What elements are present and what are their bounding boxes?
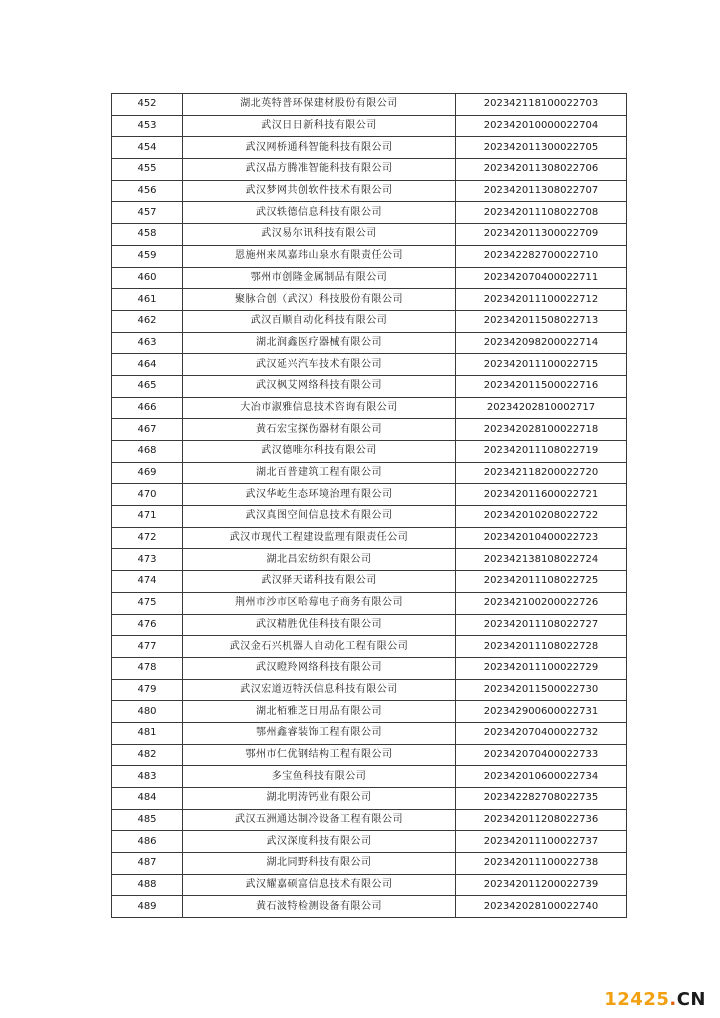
table-row [112, 159, 627, 181]
row-number: 462 [112, 310, 183, 332]
registration-code: 202342011308022707 [456, 180, 627, 202]
registration-code: 202342011100022737 [456, 831, 627, 853]
registration-code: 202342011208022736 [456, 809, 627, 831]
table-row [112, 592, 627, 614]
company-name: 湖北明涛钙业有限公司 [183, 788, 456, 810]
company-name: 恩施州来凤嘉玮山泉水有限责任公司 [183, 245, 456, 267]
company-name: 湖北昌宏纺织有限公司 [183, 549, 456, 571]
company-name: 武汉百顺自动化科技有限公司 [183, 310, 456, 332]
registration-code: 202342010400022723 [456, 527, 627, 549]
row-number: 486 [112, 831, 183, 853]
row-number: 467 [112, 419, 183, 441]
row-number: 468 [112, 441, 183, 463]
company-name: 武汉五洲通达制冷设备工程有限公司 [183, 809, 456, 831]
table-row [112, 614, 627, 636]
row-number: 466 [112, 397, 183, 419]
registration-code: 202342282700022710 [456, 245, 627, 267]
registration-code: 202342011300022709 [456, 224, 627, 246]
table-row [112, 462, 627, 484]
table-row [112, 267, 627, 289]
row-number: 479 [112, 679, 183, 701]
table-row [112, 441, 627, 463]
registration-code: 202342010000022704 [456, 115, 627, 137]
registration-code: 202342010600022734 [456, 766, 627, 788]
table-row [112, 657, 627, 679]
company-name: 武汉华屹生态环境治理有限公司 [183, 484, 456, 506]
table-body [112, 94, 627, 918]
table-row [112, 115, 627, 137]
company-name: 武汉枫艾网络科技有限公司 [183, 375, 456, 397]
row-number: 463 [112, 332, 183, 354]
registration-code: 202342028100022718 [456, 419, 627, 441]
row-number: 471 [112, 506, 183, 528]
registration-code: 202342011500022716 [456, 375, 627, 397]
row-number: 475 [112, 592, 183, 614]
company-name: 武汉真图空间信息技术有限公司 [183, 506, 456, 528]
row-number: 459 [112, 245, 183, 267]
company-name: 黄石宏宝探伤器材有限公司 [183, 419, 456, 441]
company-name: 武汉市现代工程建设监理有限责任公司 [183, 527, 456, 549]
company-name: 武汉精胜优佳科技有限公司 [183, 614, 456, 636]
company-name: 鄂州市创隆金属制品有限公司 [183, 267, 456, 289]
row-number: 485 [112, 809, 183, 831]
table-row [112, 484, 627, 506]
registration-code: 202342011108022728 [456, 636, 627, 658]
table-row [112, 788, 627, 810]
table-row [112, 375, 627, 397]
registration-code: 202342011100022738 [456, 853, 627, 875]
registration-code: 202342011500022730 [456, 679, 627, 701]
table-row [112, 722, 627, 744]
company-name: 黄石波特检测设备有限公司 [183, 896, 456, 918]
company-name: 武汉驿天诺科技有限公司 [183, 571, 456, 593]
registration-code: 202342070400022732 [456, 722, 627, 744]
row-number: 472 [112, 527, 183, 549]
table-row [112, 202, 627, 224]
registration-code: 202342118100022703 [456, 94, 627, 116]
table-row [112, 744, 627, 766]
company-name: 武汉日日新科技有限公司 [183, 115, 456, 137]
company-name: 武汉延兴汽车技术有限公司 [183, 354, 456, 376]
company-name: 聚脉合创（武汉）科技股份有限公司 [183, 289, 456, 311]
row-number: 455 [112, 159, 183, 181]
table-row [112, 397, 627, 419]
watermark-digits: 12425 [604, 989, 670, 1010]
row-number: 464 [112, 354, 183, 376]
company-name: 武汉深度科技有限公司 [183, 831, 456, 853]
company-name: 武汉晶方腾准智能科技有限公司 [183, 159, 456, 181]
table-row [112, 874, 627, 896]
table-row [112, 332, 627, 354]
row-number: 460 [112, 267, 183, 289]
registration-code: 202342070400022733 [456, 744, 627, 766]
table-row [112, 180, 627, 202]
company-name: 武汉金石兴机器人自动化工程有限公司 [183, 636, 456, 658]
table-row [112, 636, 627, 658]
table-row [112, 571, 627, 593]
table-row [112, 137, 627, 159]
row-number: 476 [112, 614, 183, 636]
watermark-dot: . [669, 989, 677, 1010]
row-number: 469 [112, 462, 183, 484]
row-number: 478 [112, 657, 183, 679]
table-row [112, 853, 627, 875]
row-number: 461 [112, 289, 183, 311]
table-row [112, 354, 627, 376]
company-name: 武汉梦网共创软件技术有限公司 [183, 180, 456, 202]
registration-code: 202342011108022719 [456, 441, 627, 463]
row-number: 453 [112, 115, 183, 137]
registration-code: 202342011200022739 [456, 874, 627, 896]
row-number: 488 [112, 874, 183, 896]
company-name: 荆州市沙市区哈莓电子商务有限公司 [183, 592, 456, 614]
table-row [112, 419, 627, 441]
registration-code: 202342098200022714 [456, 332, 627, 354]
table-row [112, 766, 627, 788]
table-row [112, 809, 627, 831]
row-number: 483 [112, 766, 183, 788]
registration-code: 202342028100022740 [456, 896, 627, 918]
registration-code: 202342011600022721 [456, 484, 627, 506]
table-row [112, 94, 627, 116]
row-number: 482 [112, 744, 183, 766]
company-name: 湖北百普建筑工程有限公司 [183, 462, 456, 484]
row-number: 481 [112, 722, 183, 744]
table-row [112, 245, 627, 267]
row-number: 487 [112, 853, 183, 875]
registration-code: 202342282708022735 [456, 788, 627, 810]
company-name: 武汉耀嘉硕富信息技术有限公司 [183, 874, 456, 896]
table-row [112, 289, 627, 311]
registration-code: 202342070400022711 [456, 267, 627, 289]
company-name: 鄂州鑫睿装饰工程有限公司 [183, 722, 456, 744]
site-watermark-logo [604, 989, 706, 1010]
table-row [112, 506, 627, 528]
row-number: 473 [112, 549, 183, 571]
table-row [112, 549, 627, 571]
row-number: 465 [112, 375, 183, 397]
watermark-suffix: CN [676, 989, 706, 1010]
row-number: 452 [112, 94, 183, 116]
company-name: 湖北润鑫医疗器械有限公司 [183, 332, 456, 354]
company-name: 湖北栢雅芝日用品有限公司 [183, 701, 456, 723]
registration-code: 20234202810002717 [456, 397, 627, 419]
company-name: 武汉轶德信息科技有限公司 [183, 202, 456, 224]
company-name: 武汉瞪羚网络科技有限公司 [183, 657, 456, 679]
row-number: 484 [112, 788, 183, 810]
row-number: 454 [112, 137, 183, 159]
company-name: 武汉网桥通科智能科技有限公司 [183, 137, 456, 159]
table-row [112, 310, 627, 332]
company-name: 武汉易尔讯科技有限公司 [183, 224, 456, 246]
row-number: 477 [112, 636, 183, 658]
company-registry-table [111, 93, 627, 918]
registration-code: 202342010208022722 [456, 506, 627, 528]
company-name: 鄂州市仁优钢结构工程有限公司 [183, 744, 456, 766]
table-row [112, 896, 627, 918]
company-name: 大冶市淑雅信息技术咨询有限公司 [183, 397, 456, 419]
table-row [112, 527, 627, 549]
registration-code: 202342011100022729 [456, 657, 627, 679]
row-number: 489 [112, 896, 183, 918]
registration-code: 202342011308022706 [456, 159, 627, 181]
registration-code: 202342138108022724 [456, 549, 627, 571]
row-number: 456 [112, 180, 183, 202]
registration-code: 202342011300022705 [456, 137, 627, 159]
table-row [112, 679, 627, 701]
company-name: 武汉德唯尔科技有限公司 [183, 441, 456, 463]
company-name: 湖北同野科技有限公司 [183, 853, 456, 875]
registration-code: 202342011108022725 [456, 571, 627, 593]
company-name: 湖北英特普环保建材股份有限公司 [183, 94, 456, 116]
registration-code: 202342011100022715 [456, 354, 627, 376]
registration-code: 202342011108022708 [456, 202, 627, 224]
table-row [112, 224, 627, 246]
row-number: 480 [112, 701, 183, 723]
table-row [112, 831, 627, 853]
row-number: 458 [112, 224, 183, 246]
row-number: 457 [112, 202, 183, 224]
company-name: 武汉宏道迈特沃信息科技有限公司 [183, 679, 456, 701]
company-name: 多宝鱼科技有限公司 [183, 766, 456, 788]
registration-code: 202342011508022713 [456, 310, 627, 332]
registration-code: 202342011108022727 [456, 614, 627, 636]
table-row [112, 701, 627, 723]
registration-code: 202342900600022731 [456, 701, 627, 723]
registration-code: 202342118200022720 [456, 462, 627, 484]
row-number: 474 [112, 571, 183, 593]
registration-code: 202342011100022712 [456, 289, 627, 311]
registration-code: 202342100200022726 [456, 592, 627, 614]
row-number: 470 [112, 484, 183, 506]
